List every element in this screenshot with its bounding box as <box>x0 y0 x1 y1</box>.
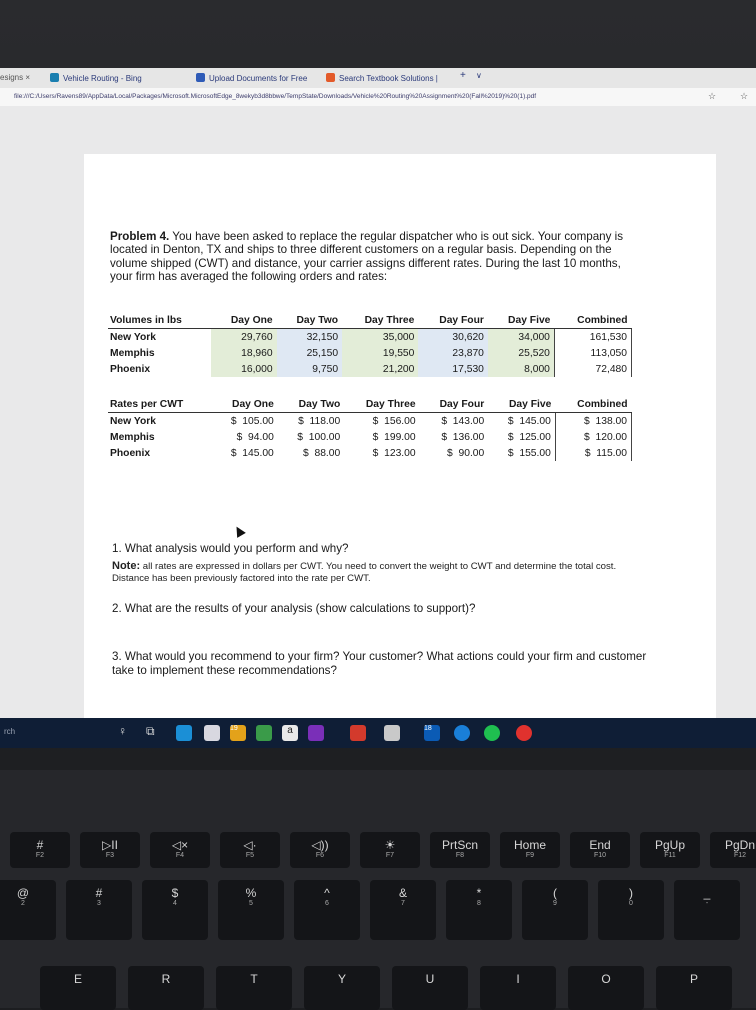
table-cell: $ 156.00 <box>372 415 416 427</box>
function-key[interactable] <box>500 832 560 868</box>
tab-label: esigns <box>0 73 24 82</box>
key-sublabel: F7 <box>385 852 395 859</box>
table-row <box>108 345 632 361</box>
table-cell: $ 143.00 <box>441 415 485 427</box>
column-header: Combined <box>554 312 631 329</box>
function-key[interactable] <box>10 832 70 868</box>
problem-text: You have been asked to replace the regular dispatcher who is out sick. Your company is located in Denton, TX and ships to three different customers on a regular basis. Depending on the volume shipped (CWT) and distance, your carrier assigns different rates. During the last 10 months, your firm has averaged the following orders and rates: <box>110 230 624 284</box>
table-cell: 19,550 <box>342 345 418 361</box>
row-label: Memphis <box>110 431 155 443</box>
table-cell: 9,750 <box>277 361 342 377</box>
row-label: Memphis <box>110 347 155 359</box>
key-sublabel: 7 <box>401 900 405 907</box>
problem-paragraph <box>110 230 630 284</box>
table-cell: $ 136.00 <box>441 431 485 443</box>
key-sublabel: - <box>705 900 709 907</box>
table-cell: 21,200 <box>342 361 418 377</box>
number-key[interactable] <box>370 880 436 940</box>
tab-upload-documents[interactable] <box>196 73 307 83</box>
key-sublabel: F10 <box>593 852 607 859</box>
table-cell: 72,480 <box>554 361 631 377</box>
table-row <box>108 329 632 346</box>
function-key[interactable] <box>80 832 140 868</box>
column-header: Volumes in lbs <box>108 312 211 329</box>
number-key[interactable] <box>674 880 740 940</box>
key-label: PgUp <box>654 838 686 852</box>
tab-label: Vehicle Routing - Bing <box>63 74 142 83</box>
new-tab-button[interactable]: + <box>460 70 466 81</box>
function-key[interactable] <box>150 832 210 868</box>
address-bar[interactable] <box>0 88 756 107</box>
table-cell: $ 138.00 <box>555 413 631 430</box>
table-cell: 35,000 <box>342 329 418 346</box>
key-sublabel: F9 <box>525 852 535 859</box>
table-cell: $ 145.00 <box>230 447 274 459</box>
function-key[interactable] <box>570 832 630 868</box>
column-header: Day Four <box>420 396 489 413</box>
key-label: Home <box>513 838 546 852</box>
browser-tab-bar <box>0 68 756 88</box>
row-label: Phoenix <box>110 447 151 459</box>
table-cell: $ 120.00 <box>555 429 631 445</box>
letter-key[interactable] <box>392 966 468 1010</box>
letter-key[interactable] <box>568 966 644 1010</box>
table-cell: 113,050 <box>554 345 631 361</box>
letter-key[interactable] <box>216 966 292 1010</box>
key-label: I <box>516 972 520 986</box>
task-view-icon[interactable]: ⧉ <box>146 724 155 738</box>
key-label: @ <box>16 886 30 900</box>
function-key[interactable] <box>220 832 280 868</box>
weather-app-icon[interactable] <box>204 725 220 741</box>
spotify-icon[interactable] <box>484 725 500 741</box>
key-label: PgDn <box>724 838 756 852</box>
column-header: Day Two <box>277 312 342 329</box>
key-label: % <box>245 886 257 900</box>
table-cell: $ 90.00 <box>447 447 485 459</box>
table-row <box>108 429 632 445</box>
number-key[interactable] <box>218 880 284 940</box>
volumes-table <box>108 312 632 377</box>
key-sublabel: 5 <box>249 900 253 907</box>
letter-key[interactable] <box>656 966 732 1010</box>
function-key[interactable] <box>710 832 756 868</box>
key-label: ◁· <box>243 838 257 852</box>
number-key[interactable] <box>66 880 132 940</box>
url-text[interactable]: file:///C:/Users/Ravens89/AppData/Local/Packages/Microsoft.MicrosoftEdge_8wekyb3d8bbwe/TempState/Downloads/Vehicle%20Routing%20Assignment%20(Fall%2019)%20(1).pdf <box>14 93 537 100</box>
table-row <box>108 361 632 377</box>
taskbar <box>0 718 756 748</box>
key-label: U <box>425 972 435 986</box>
key-label: PrtScn <box>441 838 478 852</box>
key-label: Y <box>337 972 346 986</box>
table-cell: 161,530 <box>554 329 631 346</box>
function-key[interactable] <box>290 832 350 868</box>
table-cell: 32,150 <box>277 329 342 346</box>
table-cell: 29,760 <box>211 329 277 346</box>
favorite-star-icon[interactable]: ☆ <box>708 91 717 101</box>
table-cell: $ 100.00 <box>297 431 341 443</box>
key-label: ^ <box>324 886 330 900</box>
note-label: Note: <box>112 560 141 572</box>
key-label: O <box>601 972 611 986</box>
badge-app-icon[interactable] <box>230 725 246 741</box>
table-cell: $ 155.00 <box>507 447 551 459</box>
column-header: Rates per CWT <box>108 396 211 413</box>
table-cell: $ 115.00 <box>555 445 631 461</box>
mouse-cursor <box>232 524 246 538</box>
key-label: ◁× <box>171 838 189 852</box>
edge-browser-icon[interactable] <box>454 725 470 741</box>
tab-designs[interactable] <box>0 73 30 82</box>
key-sublabel: F6 <box>315 852 325 859</box>
key-label: ◁)) <box>311 838 329 852</box>
key-label: E <box>73 972 82 986</box>
column-header: Day Two <box>278 396 344 413</box>
tab-label: Search Textbook Solutions | <box>339 74 438 83</box>
table-cell: 8,000 <box>488 361 555 377</box>
row-label: New York <box>110 415 156 427</box>
search-box-text[interactable]: rch <box>4 727 16 736</box>
key-label: ▷II <box>102 838 118 852</box>
table-cell: 30,620 <box>418 329 488 346</box>
rates-table <box>108 396 632 461</box>
key-label: & <box>398 886 407 900</box>
column-header: Combined <box>555 396 631 413</box>
key-label: R <box>161 972 171 986</box>
note-text: all rates are expressed in dollars per CWT. You need to convert the weight to CWT and determine the total cost. Distance has been previously factored into the rate per CWT. <box>112 561 617 584</box>
column-header: Day One <box>211 312 277 329</box>
key-sublabel: F12 <box>733 852 747 859</box>
amazon-icon[interactable]: a <box>282 725 298 741</box>
column-header: Day One <box>211 396 277 413</box>
key-sublabel: 3 <box>97 900 101 907</box>
key-label: ( <box>553 886 557 900</box>
key-sublabel: 8 <box>477 900 481 907</box>
mail-icon[interactable] <box>424 725 440 741</box>
letter-key[interactable] <box>480 966 556 1010</box>
number-key[interactable] <box>294 880 360 940</box>
pdf-page <box>84 154 716 744</box>
row-label: New York <box>110 331 156 343</box>
chegg-icon <box>326 73 335 82</box>
key-label: _ <box>703 886 711 900</box>
column-header: Day Four <box>418 312 488 329</box>
settings-icon[interactable] <box>350 725 366 741</box>
key-sublabel: 0 <box>629 900 633 907</box>
function-key[interactable] <box>360 832 420 868</box>
table-cell: $ 123.00 <box>372 447 416 459</box>
column-header: Day Five <box>488 312 555 329</box>
table-cell: 25,150 <box>277 345 342 361</box>
table-cell: $ 125.00 <box>507 431 551 443</box>
key-sublabel: F3 <box>105 852 115 859</box>
question-1: 1. What analysis would you perform and why? <box>112 542 349 555</box>
key-label: # <box>36 838 44 852</box>
file-explorer-icon[interactable] <box>256 725 272 741</box>
tab-vehicle-routing[interactable] <box>50 73 142 83</box>
table-cell: 18,960 <box>211 345 277 361</box>
letter-key[interactable] <box>304 966 380 1010</box>
letter-key[interactable] <box>128 966 204 1010</box>
number-key[interactable] <box>522 880 588 940</box>
letter-key[interactable] <box>40 966 116 1010</box>
key-sublabel: F2 <box>35 852 45 859</box>
row-label: Phoenix <box>110 363 151 375</box>
table-cell: 17,530 <box>418 361 488 377</box>
pdf-viewer <box>0 106 756 748</box>
note <box>112 560 632 585</box>
function-key[interactable] <box>640 832 700 868</box>
key-label: T <box>250 972 258 986</box>
table-row <box>108 413 632 430</box>
tab-list-icon[interactable]: ∨ <box>476 71 482 80</box>
key-sublabel: F11 <box>664 852 676 859</box>
calculator-icon[interactable] <box>384 725 400 741</box>
table-cell: $ 118.00 <box>298 415 341 427</box>
function-key[interactable] <box>430 832 490 868</box>
tab-search-textbook[interactable] <box>326 73 438 83</box>
number-key[interactable] <box>142 880 208 940</box>
screen <box>0 68 756 748</box>
key-sublabel: 6 <box>325 900 329 907</box>
keyboard <box>0 770 756 1008</box>
table-cell: $ 88.00 <box>303 447 341 459</box>
table-cell: 16,000 <box>211 361 277 377</box>
number-key[interactable] <box>598 880 664 940</box>
column-header: Day Five <box>488 396 555 413</box>
table-cell: 23,870 <box>418 345 488 361</box>
key-label: ☀ <box>384 838 396 852</box>
table-header-row <box>108 396 632 413</box>
key-sublabel: 2 <box>21 900 25 907</box>
bing-icon <box>50 73 59 82</box>
upload-icon <box>196 73 205 82</box>
table-cell: 34,000 <box>488 329 555 346</box>
key-label: * <box>476 886 482 900</box>
question-2: 2. What are the results of your analysis (show calculations to support)? <box>112 602 476 615</box>
table-cell: $ 145.00 <box>507 415 551 427</box>
table-cell: $ 199.00 <box>372 431 416 443</box>
column-header: Day Three <box>344 396 419 413</box>
table-cell: 25,520 <box>488 345 555 361</box>
table-row <box>108 445 632 461</box>
key-label: ) <box>629 886 633 900</box>
tab-label: Upload Documents for Free <box>209 74 308 83</box>
record-app-icon[interactable] <box>516 725 532 741</box>
key-label: $ <box>171 886 179 900</box>
problem-label: Problem 4. <box>110 230 170 243</box>
onenote-icon[interactable] <box>308 725 324 741</box>
key-label: End <box>589 838 611 852</box>
calendar-app-icon[interactable] <box>176 725 192 741</box>
key-sublabel: F4 <box>175 852 185 859</box>
key-label: P <box>689 972 698 986</box>
column-header: Day Three <box>342 312 418 329</box>
key-sublabel: F8 <box>455 852 465 859</box>
table-header-row <box>108 312 632 329</box>
cortana-mic-icon[interactable]: ♀ <box>118 724 127 738</box>
question-3: 3. What would you recommend to your firm? Your customer? What actions could your firm and customer take to implement these recommendations? <box>112 650 647 677</box>
key-sublabel: 9 <box>553 900 557 907</box>
table-cell: $ 94.00 <box>236 431 274 443</box>
key-sublabel: 4 <box>173 900 177 907</box>
key-sublabel: F5 <box>245 852 255 859</box>
number-key[interactable] <box>446 880 512 940</box>
number-key[interactable] <box>0 880 56 940</box>
close-icon[interactable]: × <box>25 73 31 82</box>
badge-count: 19 <box>230 725 238 732</box>
key-label: # <box>95 886 103 900</box>
table-cell: $ 105.00 <box>230 415 274 427</box>
favorites-bar-icon[interactable]: ☆ <box>740 91 749 101</box>
badge-count: 18 <box>424 725 432 732</box>
